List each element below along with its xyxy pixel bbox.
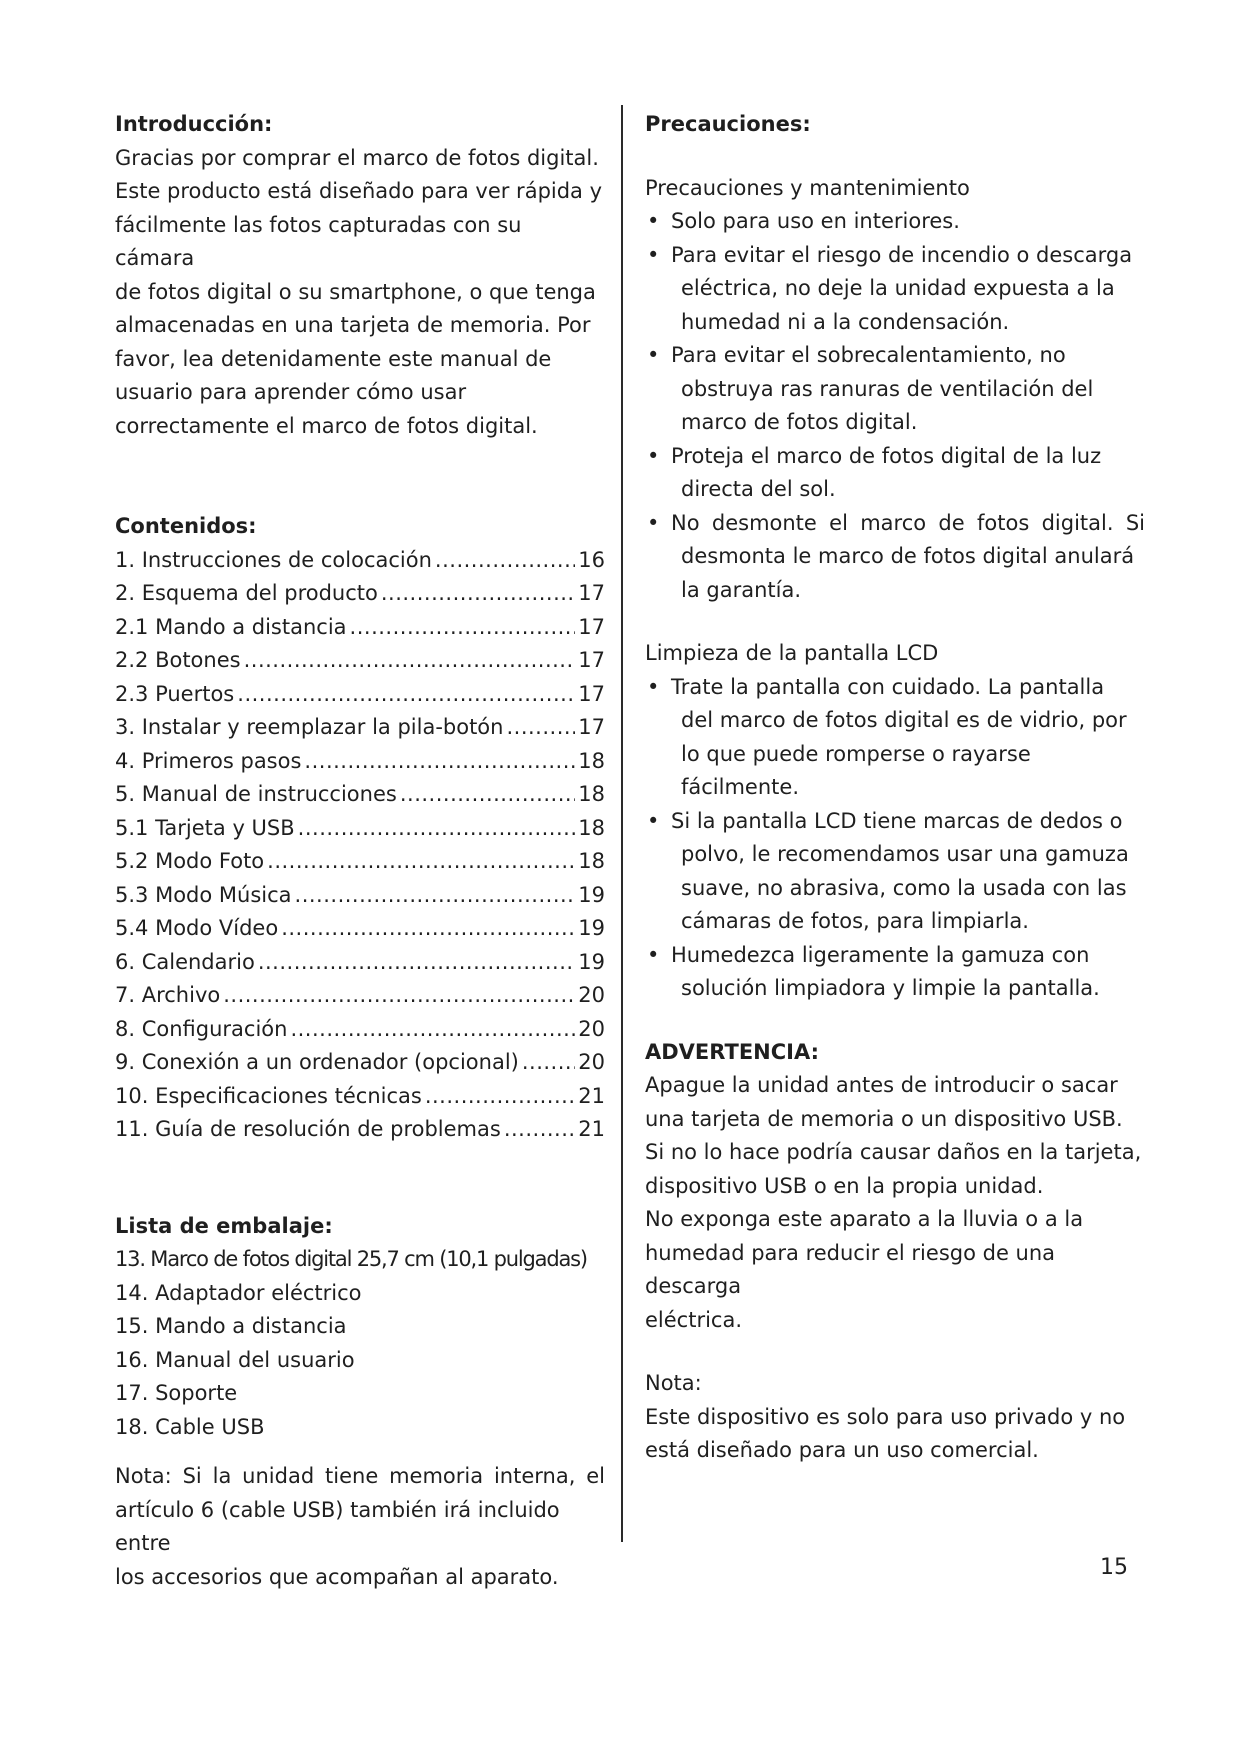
toc-page-number: 21 (578, 1083, 605, 1108)
warning-line: No exponga este aparato a la lluvia o a la (645, 1207, 1084, 1231)
right-column (645, 108, 1145, 1468)
warning-heading: ADVERTENCIA: (645, 1039, 820, 1064)
toc-leader (506, 711, 575, 745)
intro-line: de fotos digital o su smartphone, o que tenga (115, 279, 596, 304)
toc-leader (258, 946, 575, 980)
toc-title: 5.2 Modo Foto (115, 849, 265, 873)
toc-entry[interactable] (115, 644, 605, 678)
packing-note-line: Nota: Si la unidad tiene memoria interna, el (115, 1464, 605, 1488)
list-item: • Humedezca ligeramente la gamuza con solución limpiadora y limpie la pantalla. (645, 939, 1145, 1006)
intro-line: correctamente el marco de fotos digital. (115, 413, 538, 438)
toc-entry[interactable] (115, 812, 605, 846)
toc-entry[interactable] (115, 1113, 605, 1147)
warning-line: humedad para reducir el riesgo de una descarga (645, 1240, 1056, 1298)
toc-leader (295, 879, 576, 913)
toc-entry[interactable] (115, 544, 605, 578)
packing-note-line: artículo 6 (cable USB) también irá incluido entre (115, 1497, 560, 1555)
toc-leader (244, 644, 576, 678)
toc-page-number: 20 (578, 1050, 605, 1074)
precautions-list (645, 205, 1145, 607)
list-item: • Solo para uso en interiores. (645, 205, 1145, 239)
toc-page-number: 17 (578, 648, 605, 672)
toc-page-number: 21 (578, 1117, 605, 1141)
toc-leader (350, 611, 576, 645)
intro-line: usuario para aprender cómo usar (115, 380, 467, 404)
toc-page-number: 20 (578, 1016, 605, 1041)
warning-section (645, 1036, 1145, 1338)
warning-line: Apague la unidad antes de introducir o sacar (645, 1073, 1118, 1097)
left-column (115, 108, 605, 1594)
toc-title: 5. Manual de instrucciones (115, 782, 397, 806)
cleaning-subheading: Limpieza de la pantalla LCD (645, 641, 939, 665)
toc-page-number: 18 (578, 849, 605, 873)
packing-note (115, 1460, 605, 1594)
packing-list-item: 15. Mando a distancia (115, 1314, 347, 1338)
toc-title: 8. Configuración (115, 1016, 288, 1041)
precautions-heading: Precauciones: (645, 112, 811, 136)
table-of-contents (115, 544, 605, 1147)
column-divider (621, 105, 623, 1542)
intro-line: almacenadas en una tarjeta de memoria. Por (115, 313, 591, 337)
toc-entry[interactable] (115, 845, 605, 879)
list-item: • Para evitar el riesgo de incendio o descarga eléctrica, no deje la unidad expuesta a la humedad ni a la condensación. (645, 239, 1145, 340)
toc-title: 10. Especificaciones técnicas (115, 1083, 422, 1108)
toc-title: 2.1 Mando a distancia (115, 614, 347, 639)
toc-title: 2.2 Botones (115, 648, 241, 672)
toc-page-number: 17 (578, 581, 605, 605)
toc-title: 9. Conexión a un ordenador (opcional) (115, 1050, 519, 1074)
list-item: • Trate la pantalla con cuidado. La pantalla del marco de fotos digital es de vidrio, por lo que puede romperse o rayarse fácilmente. (645, 671, 1145, 805)
toc-title: 2. Esquema del producto (115, 581, 378, 605)
toc-title: 11. Guía de resolución de problemas (115, 1117, 501, 1141)
toc-leader (435, 544, 575, 578)
intro-line: Gracias por comprar el marco de fotos digital. (115, 145, 599, 170)
packing-list-item: 14. Adaptador eléctrico (115, 1280, 362, 1305)
toc-entry[interactable] (115, 678, 605, 712)
toc-leader (522, 1046, 575, 1080)
packing-note-line: los accesorios que acompañan al aparato. (115, 1564, 559, 1589)
warning-line: Si no lo hace podría causar daños en la tarjeta, (645, 1140, 1142, 1164)
toc-leader (298, 812, 576, 846)
note-heading: Nota: (645, 1371, 702, 1395)
packing-list-heading: Lista de embalaje: (115, 1213, 333, 1238)
precautions-section (645, 108, 1145, 607)
toc-page-number: 17 (578, 715, 605, 739)
packing-list-section (115, 1210, 605, 1595)
list-item: • Proteja el marco de fotos digital de la luz directa del sol. (645, 440, 1145, 507)
toc-entry[interactable] (115, 946, 605, 980)
toc-entry[interactable] (115, 1046, 605, 1080)
toc-page-number: 17 (578, 614, 605, 639)
toc-entry[interactable] (115, 611, 605, 645)
page-number: 15 (1100, 1555, 1128, 1580)
note-line: está diseñado para un uso comercial. (645, 1438, 1039, 1462)
toc-title: 4. Primeros pasos (115, 748, 302, 773)
toc-leader (381, 577, 575, 611)
toc-page-number: 18 (578, 748, 605, 773)
toc-entry[interactable] (115, 979, 605, 1013)
toc-title: 5.1 Tarjeta y USB (115, 815, 295, 840)
list-item: • No desmonte el marco de fotos digital. Si desmonta le marco de fotos digital anulará la garantía. (645, 507, 1145, 608)
contents-heading: Contenidos: (115, 514, 257, 538)
precautions-subheading: Precauciones y mantenimiento (645, 175, 970, 200)
toc-leader (304, 745, 575, 779)
packing-list-item: 16. Manual del usuario (115, 1347, 355, 1372)
toc-page-number: 18 (578, 815, 605, 840)
toc-title: 5.3 Modo Música (115, 882, 292, 907)
toc-leader (425, 1080, 575, 1114)
note-line: Este dispositivo es solo para uso privado y no (645, 1404, 1126, 1429)
list-item: • Para evitar el sobrecalentamiento, no obstruya ras ranuras de ventilación del marco de fotos digital. (645, 339, 1145, 440)
introduction-heading: Introducción: (115, 112, 273, 136)
toc-title: 1. Instrucciones de colocación (115, 547, 432, 572)
toc-entry[interactable] (115, 879, 605, 913)
toc-page-number: 19 (578, 882, 605, 907)
toc-entry[interactable] (115, 711, 605, 745)
packing-list-item: 13. Marco de fotos digital 25,7 cm (10,1 pulgadas) (115, 1247, 587, 1271)
toc-entry[interactable] (115, 1080, 605, 1114)
toc-leader (281, 912, 575, 946)
toc-entry[interactable] (115, 745, 605, 779)
toc-page-number: 18 (578, 782, 605, 806)
toc-entry[interactable] (115, 912, 605, 946)
intro-line: Este producto está diseñado para ver rápida y (115, 179, 603, 203)
packing-list-item: 17. Soporte (115, 1381, 238, 1405)
warning-line: dispositivo USB o en la propia unidad. (645, 1173, 1044, 1198)
intro-line: fácilmente las fotos capturadas con su cámara (115, 212, 522, 270)
toc-page-number: 17 (578, 681, 605, 706)
toc-entry[interactable] (115, 1013, 605, 1047)
note-section (645, 1367, 1145, 1468)
toc-leader (504, 1113, 575, 1147)
list-item: • Si la pantalla LCD tiene marcas de dedos o polvo, le recomendamos usar una gamuza suave, no abrasiva, como la usada con las cámaras de fotos, para limpiarla. (645, 805, 1145, 939)
toc-leader (267, 845, 575, 879)
toc-leader (400, 778, 575, 812)
contents-section (115, 510, 605, 1147)
toc-title: 2.3 Puertos (115, 681, 235, 706)
toc-leader (237, 678, 575, 712)
toc-entry[interactable] (115, 577, 605, 611)
toc-leader (223, 979, 575, 1013)
toc-page-number: 16 (578, 547, 605, 572)
warning-line: eléctrica. (645, 1307, 743, 1332)
toc-title: 5.4 Modo Vídeo (115, 916, 279, 940)
introduction-section (115, 108, 605, 443)
packing-list-item: 18. Cable USB (115, 1414, 265, 1439)
lcd-cleaning-section (645, 637, 1145, 1006)
toc-title: 3. Instalar y reemplazar la pila-botón (115, 715, 504, 739)
intro-line: favor, lea detenidamente este manual de (115, 346, 552, 371)
toc-title: 7. Archivo (115, 983, 221, 1007)
toc-page-number: 19 (578, 949, 605, 974)
warning-line: una tarjeta de memoria o un dispositivo USB. (645, 1106, 1123, 1131)
toc-leader (290, 1013, 575, 1047)
toc-page-number: 20 (578, 983, 605, 1007)
cleaning-list (645, 671, 1145, 1006)
toc-title: 6. Calendario (115, 949, 255, 974)
toc-page-number: 19 (578, 916, 605, 940)
toc-entry[interactable] (115, 778, 605, 812)
